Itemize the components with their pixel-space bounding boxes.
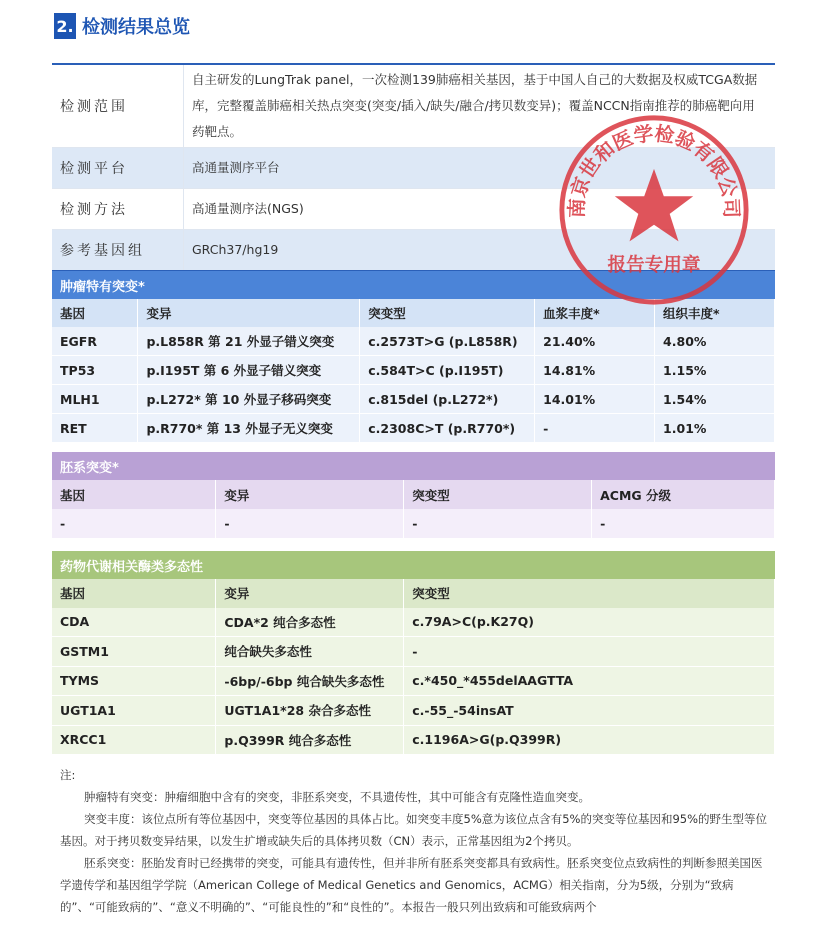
table-cell: EGFR — [52, 327, 138, 356]
column-header: 基因 — [52, 579, 216, 608]
column-header: 突变型 — [404, 480, 592, 509]
column-header: 变异 — [216, 480, 404, 509]
overview-key: 检测平台 — [52, 148, 184, 189]
table-header-row — [52, 480, 775, 509]
overview-key: 检测方法 — [52, 189, 184, 230]
table-cell: 1.54% — [655, 385, 775, 414]
table-header-row — [52, 579, 775, 608]
table-cell: 14.81% — [535, 356, 655, 385]
table-cell: 1.15% — [655, 356, 775, 385]
column-header: 变异 — [216, 579, 404, 608]
overview-value: GRCh37/hg19 — [184, 230, 776, 272]
germline-section-header: 胚系突变* — [52, 452, 775, 480]
table-cell: XRCC1 — [52, 725, 216, 755]
table-row — [52, 509, 775, 538]
column-header: 突变型 — [360, 299, 535, 327]
note-paragraph: 突变丰度：该位点所有等位基因中，突变等位基因的具体占比。如突变丰度5%意为该位点含有5%的突变等位基因和95%的野生型等位基因。对于拷贝数变异结果，以发生扩增或缺失后的具体拷贝数（CN）表示，正常基因组为2个拷贝。 — [60, 812, 768, 848]
column-header: 变异 — [138, 299, 360, 327]
table-cell: TYMS — [52, 666, 216, 696]
overview-value: 自主研发的LungTrak panel，一次检测139肺癌相关基因，基于中国人自己的大数据及权威TCGA数据库，完整覆盖肺癌相关热点突变(突变/插入/缺失/融合/拷贝数变异)；覆盖NCCN指南推荐的肺癌靶向用药靶点。 — [184, 64, 776, 148]
table-row — [52, 414, 775, 443]
drug-metabolism-table — [52, 579, 775, 755]
table-cell: CDA — [52, 608, 216, 637]
table-cell: RET — [52, 414, 138, 443]
table-cell: p.Q399R 纯合多态性 — [216, 725, 404, 755]
table-cell: c.79A>C(p.K27Q) — [404, 608, 775, 637]
table-cell: 14.01% — [535, 385, 655, 414]
table-cell: c.-55_-54insAT — [404, 696, 775, 726]
table-cell: p.L272* 第 10 外显子移码突变 — [138, 385, 360, 414]
note-paragraph: 肿瘤特有突变：肿瘤细胞中含有的突变，非胚系突变，不具遗传性，其中可能含有克隆性造血突变。 — [84, 790, 590, 804]
overview-value: 高通量测序法(NGS) — [184, 189, 776, 230]
table-cell: p.I195T 第 6 外显子错义突变 — [138, 356, 360, 385]
table-cell: GSTM1 — [52, 637, 216, 667]
seal-org-path: 南京世和医学检验有限公司 — [565, 122, 743, 219]
section-heading — [54, 12, 190, 40]
table-cell: c.*450_*455delAAGTTA — [404, 666, 775, 696]
table-cell: c.1196A>G(p.Q399R) — [404, 725, 775, 755]
table-cell: -6bp/-6bp 纯合缺失多态性 — [216, 666, 404, 696]
seal-star-icon — [615, 169, 693, 242]
notes-section — [60, 764, 772, 918]
table-cell: - — [404, 637, 775, 667]
table-row — [52, 327, 775, 356]
tumor-section-header: 肿瘤特有突变* — [52, 271, 775, 299]
table-row — [52, 356, 775, 385]
drug-section-header: 药物代谢相关酶类多态性 — [52, 551, 775, 579]
table-cell: p.L858R 第 21 外显子错义突变 — [138, 327, 360, 356]
table-cell: c.2573T>G (p.L858R) — [360, 327, 535, 356]
table-cell: - — [592, 509, 775, 538]
column-header: ACMG 分级 — [592, 480, 775, 509]
table-row — [52, 666, 775, 696]
column-header: 突变型 — [404, 579, 775, 608]
table-row — [52, 637, 775, 667]
section-title: 检测结果总览 — [82, 17, 190, 38]
column-header: 基因 — [52, 299, 138, 327]
table-cell: 4.80% — [655, 327, 775, 356]
table-row — [52, 696, 775, 726]
overview-key: 检测范围 — [52, 64, 184, 148]
company-seal — [556, 112, 752, 308]
table-cell: c.584T>C (p.I195T) — [360, 356, 535, 385]
table-row — [52, 725, 775, 755]
section-number: 2. — [54, 13, 76, 39]
table-cell: 21.40% — [535, 327, 655, 356]
table-cell: UGT1A1 — [52, 696, 216, 726]
table-cell: MLH1 — [52, 385, 138, 414]
table-cell: TP53 — [52, 356, 138, 385]
table-cell: - — [216, 509, 404, 538]
column-header: 基因 — [52, 480, 216, 509]
table-row — [52, 385, 775, 414]
tumor-mutation-table — [52, 299, 775, 443]
table-cell: 1.01% — [655, 414, 775, 443]
overview-value: 高通量测序平台 — [184, 148, 776, 189]
notes-label: 注: — [60, 768, 76, 782]
table-cell: c.2308C>T (p.R770*) — [360, 414, 535, 443]
seal-purpose-text: 报告专用章 — [607, 254, 701, 276]
table-cell: CDA*2 纯合多态性 — [216, 608, 404, 637]
table-cell: - — [535, 414, 655, 443]
table-cell: - — [404, 509, 592, 538]
table-cell: - — [52, 509, 216, 538]
table-cell: c.815del (p.L272*) — [360, 385, 535, 414]
table-cell: p.R770* 第 13 外显子无义突变 — [138, 414, 360, 443]
overview-key: 参考基因组 — [52, 230, 184, 272]
column-header: 组织丰度* — [655, 299, 775, 327]
table-cell: 纯合缺失多态性 — [216, 637, 404, 667]
table-cell: UGT1A1*28 杂合多态性 — [216, 696, 404, 726]
note-paragraph: 胚系突变：胚胎发育时已经携带的突变，可能具有遗传性，但并非所有胚系突变都具有致病性。胚系突变位点致病性的判断参照美国医学遗传学和基因组学学院（American College of Medical Genetics and Genomics，ACMG）相关指南，分为5级，分别为“致病的”、“可能致病的”、“意义不明确的”、“可能良性的”和“良性的”。本报告一般只列出致病和可能致病两个 — [60, 856, 763, 914]
germline-mutation-table — [52, 480, 775, 538]
table-row — [52, 608, 775, 637]
column-header: 血浆丰度* — [535, 299, 655, 327]
